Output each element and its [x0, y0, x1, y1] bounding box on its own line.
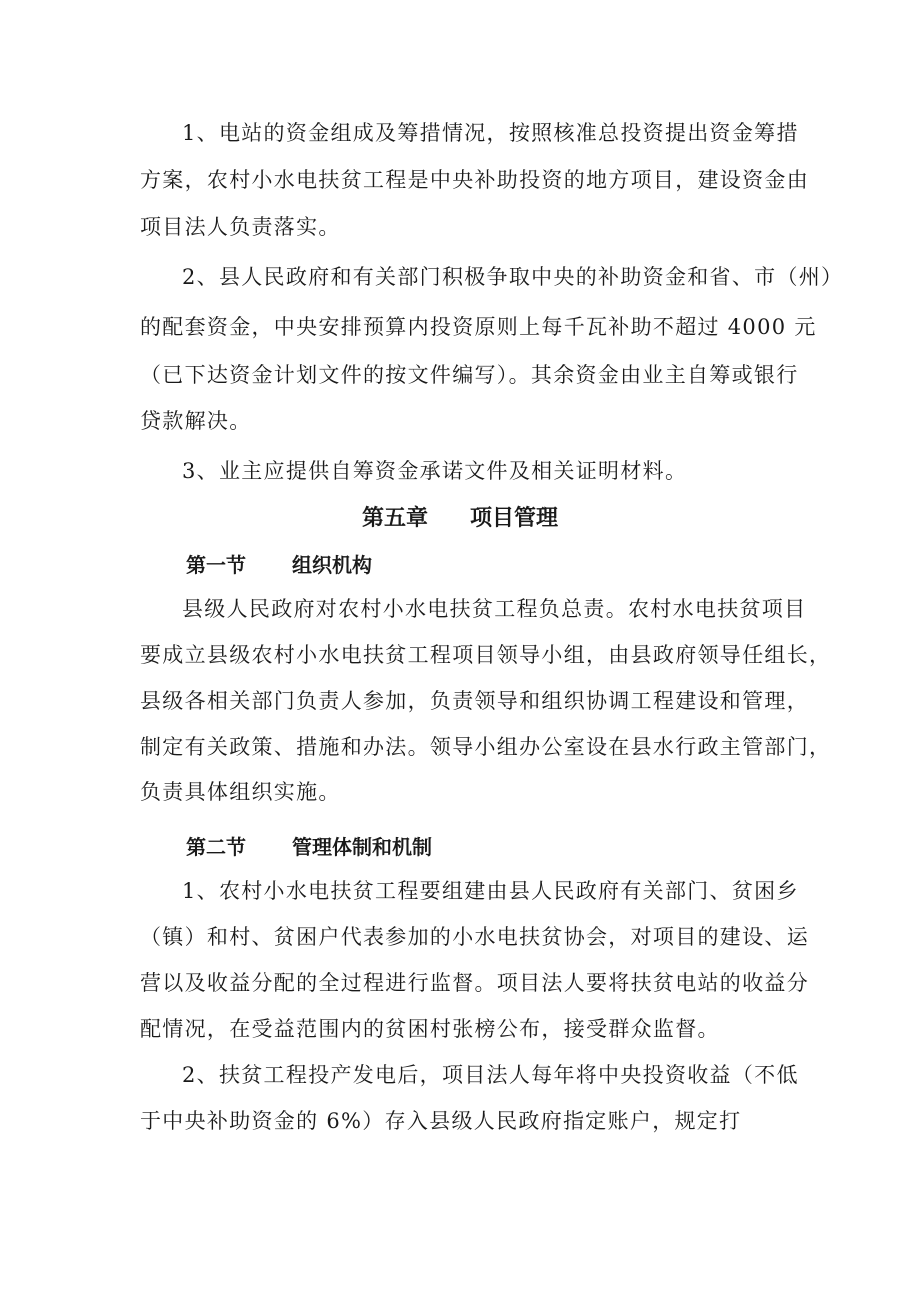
- chapter-number: 第五章: [361, 506, 428, 531]
- chapter-title: 项目管理: [470, 506, 559, 531]
- section1-line4: 制定有关政策、措施和办法。领导小组办公室设在县水行政主管部门，: [140, 735, 832, 759]
- section2-item1-line3: 营以及收益分配的全过程进行监督。项目法人要将扶贫电站的收益分: [140, 971, 809, 995]
- section1-heading: [186, 550, 372, 580]
- funding-item1-line3: 项目法人负责落实。: [140, 215, 341, 239]
- section2-item2-line2: 于中央补助资金的 6%）存入县级人民政府指定账户，规定打: [140, 1109, 742, 1133]
- chapter-heading: [0, 504, 920, 534]
- section1-line3: 县级各相关部门负责人参加，负责领导和组织协调工程建设和管理，: [140, 689, 809, 713]
- section1-line5: 负责具体组织实施。: [140, 780, 341, 804]
- section2-heading: [186, 832, 432, 862]
- section2-title: 管理体制和机制: [292, 835, 432, 859]
- section2-item1-line1: 1、农村小水电扶贫工程要组建由县人民政府有关部门、贫困乡: [182, 879, 799, 903]
- section2-number: 第二节: [186, 835, 246, 859]
- funding-item2-line2: 的配套资金，中央安排预算内投资原则上每千瓦补助不超过 4000 元: [140, 315, 817, 339]
- funding-item2-line4: 贷款解决。: [140, 409, 252, 433]
- section1-number: 第一节: [186, 553, 246, 577]
- section1-line1: 县级人民政府对农村小水电扶贫工程负总责。农村水电扶贫项目: [182, 597, 807, 621]
- funding-item1-line2: 方案，农村小水电扶贫工程是中央补助投资的地方项目，建设资金由: [140, 168, 809, 192]
- section1-line2: 要成立县级农村小水电扶贫工程项目领导小组，由县政府领导任组长，: [140, 643, 832, 667]
- section2-item2-line1: 2、扶贫工程投产发电后，项目法人每年将中央投资收益（不低: [182, 1063, 799, 1087]
- funding-item3-line1: 3、业主应提供自筹资金承诺文件及相关证明材料。: [182, 459, 688, 483]
- funding-item2-line1: 2、县人民政府和有关部门积极争取中央的补助资金和省、市（州）: [182, 265, 844, 289]
- section1-title: 组织机构: [292, 553, 372, 577]
- funding-item1-line1: 1、电站的资金组成及筹措情况，按照核准总投资提出资金筹措: [182, 121, 799, 145]
- funding-item2-line3: （已下达资金计划文件的按文件编写）。其余资金由业主自筹或银行: [140, 363, 799, 387]
- section2-item1-line4: 配情况，在受益范围内的贫困村张榜公布，接受群众监督。: [140, 1017, 720, 1041]
- section2-item1-line2: （镇）和村、贫困户代表参加的小水电扶贫协会，对项目的建设、运: [140, 925, 809, 949]
